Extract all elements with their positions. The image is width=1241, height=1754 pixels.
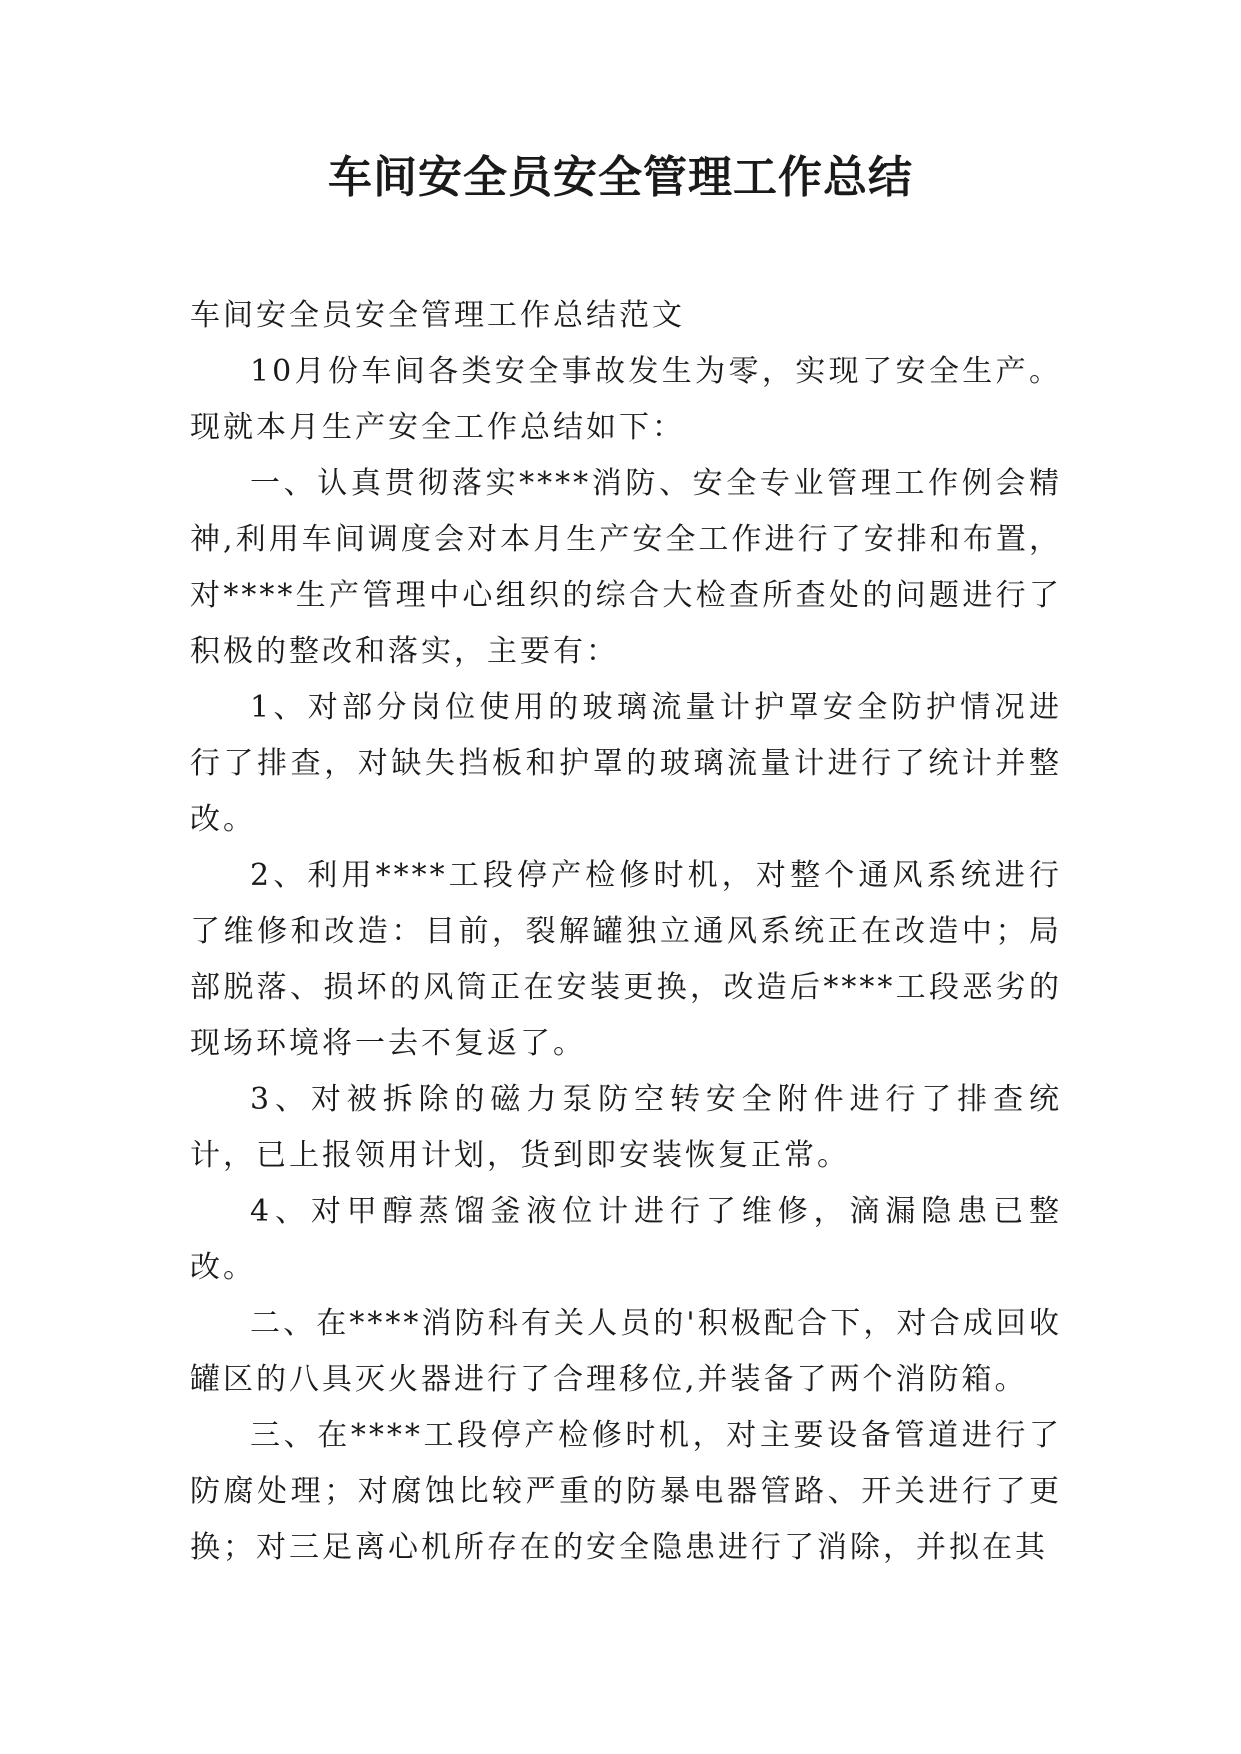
body-paragraph: 4、对甲醇蒸馏釜液位计进行了维修，滴漏隐患已整改。 [190, 1194, 1062, 1285]
body-paragraph: 1、对部分岗位使用的玻璃流量计护罩安全防护情况进行了排查，对缺失挡板和护罩的玻璃流量计进行了统计并整改。 [190, 690, 1062, 837]
body-paragraph: 二、在****消防科有关人员的'积极配合下，对合成回收罐区的八具灭火器进行了合理移位,并装备了两个消防箱。 [190, 1306, 1062, 1397]
body-paragraph: 10月份车间各类安全事故发生为零，实现了安全生产。现就本月生产安全工作总结如下： [190, 354, 1062, 445]
document-title: 车间安全员安全管理工作总结 [328, 152, 913, 203]
subtitle-paragraph: 车间安全员安全管理工作总结范文 [190, 298, 685, 333]
document-body [190, 288, 1062, 1576]
body-paragraph: 一、认真贯彻落实****消防、安全专业管理工作例会精神,利用车间调度会对本月生产安全工作进行了安排和布置，对****生产管理中心组织的综合大检查所查处的问题进行了积极的整改和落实，主要有： [190, 466, 1062, 669]
body-paragraph: 三、在****工段停产检修时机，对主要设备管道进行了防腐处理；对腐蚀比较严重的防暴电器管路、开关进行了更换；对三足离心机所存在的安全隐患进行了消除，并拟在其 [190, 1418, 1062, 1565]
body-paragraph: 2、利用****工段停产检修时机，对整个通风系统进行了维修和改造：目前，裂解罐独立通风系统正在改造中；局部脱落、损坏的风筒正在安装更换，改造后****工段恶劣的现场环境将一去不复返了。 [190, 858, 1062, 1061]
body-paragraph: 3、对被拆除的磁力泵防空转安全附件进行了排查统计，已上报领用计划，货到即安装恢复正常。 [190, 1082, 1062, 1173]
